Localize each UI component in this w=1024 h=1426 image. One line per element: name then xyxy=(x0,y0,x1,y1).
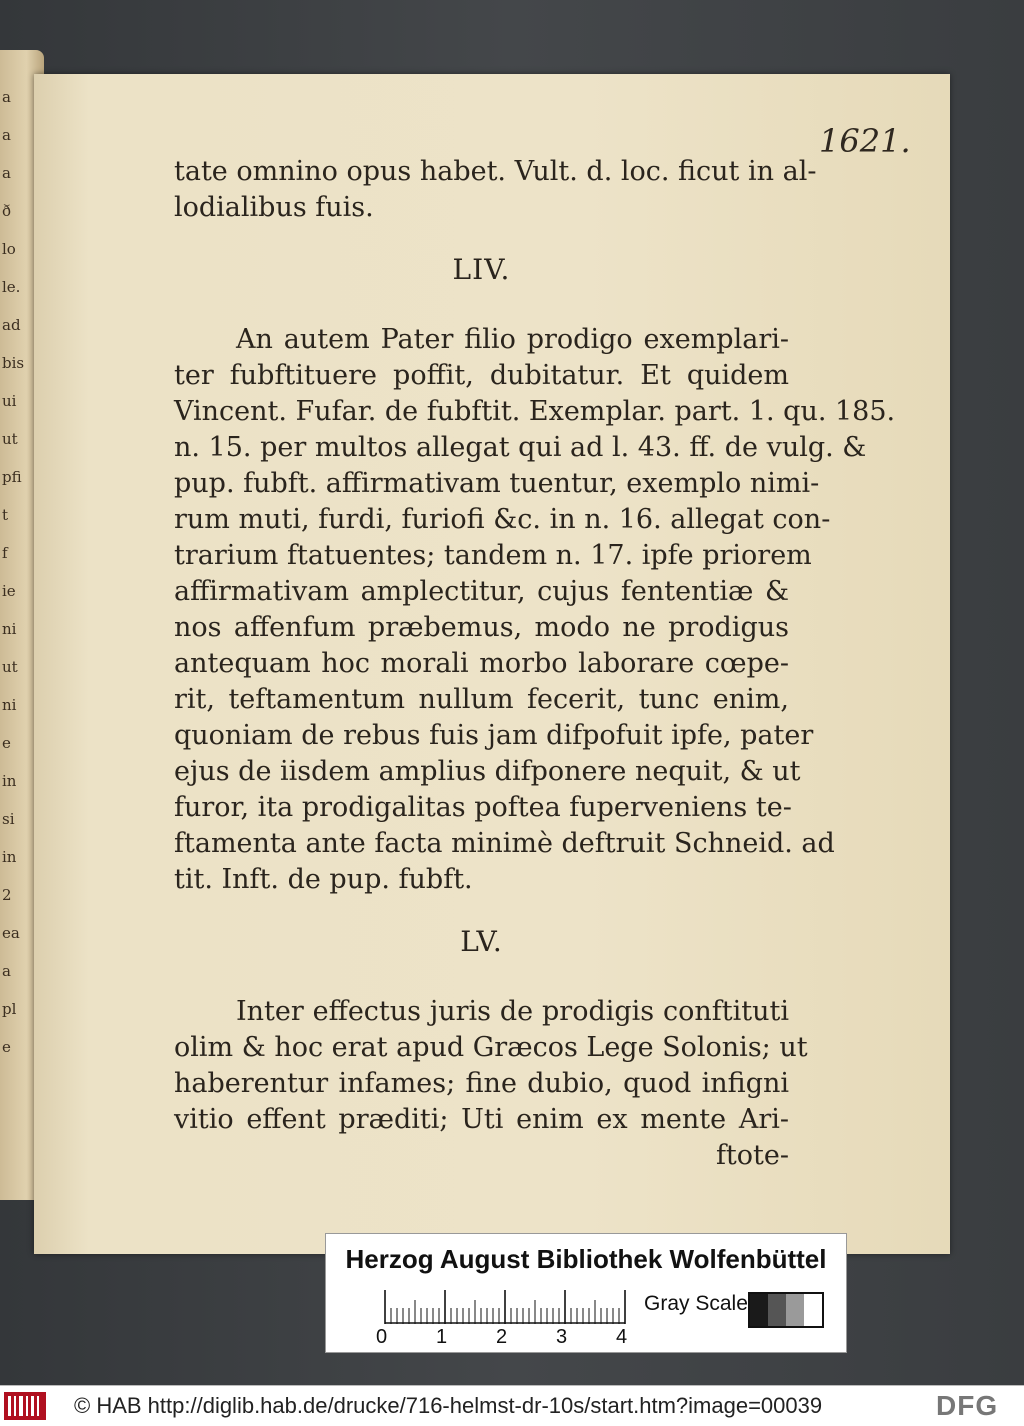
prev-page-fragment: pfi xyxy=(2,468,22,486)
ruler-number: 0 xyxy=(376,1326,388,1348)
prev-page-fragment: ut xyxy=(2,658,18,676)
text-line: lodialibus fuis. xyxy=(174,192,374,223)
barcode-logo-icon[interactable] xyxy=(4,1392,46,1420)
text-line: An autem Pater filio prodigo exemplari- xyxy=(236,324,789,355)
gray-swatch xyxy=(750,1294,768,1326)
prev-page-fragment: in xyxy=(2,772,17,790)
prev-page-fragment: ad xyxy=(2,316,21,334)
source-url-link[interactable]: © HAB http://diglib.hab.de/drucke/716-helmst-dr-10s/start.htm?image=00039 xyxy=(74,1393,823,1418)
text-line: ejus de iisdem amplius difponere nequit, & ut xyxy=(174,756,801,787)
viewer-footer xyxy=(0,1385,1024,1426)
prev-page-fragment: bis xyxy=(2,354,25,372)
gray-swatch xyxy=(768,1294,786,1326)
ruler-number: 2 xyxy=(496,1326,508,1348)
prev-page-fragment: e xyxy=(2,1038,11,1056)
prev-page-fragment: ni xyxy=(2,620,17,638)
text-line: olim & hoc erat apud Græcos Lege Solonis; ut xyxy=(174,1032,808,1063)
text-line: haberentur infames; fine dubio, quod infigni xyxy=(174,1068,789,1099)
dfg-logo[interactable]: DFG xyxy=(936,1390,999,1421)
prev-page-fragment: in xyxy=(2,848,17,866)
section-heading-lv: LV. xyxy=(460,925,503,958)
prev-page-fragment: pl xyxy=(2,1000,17,1018)
text-line: rum muti, furdi, furiofi &c. in n. 16. allegat con- xyxy=(174,504,831,535)
gray-scale-label: Gray Scale xyxy=(644,1292,748,1315)
page-text xyxy=(174,154,896,1174)
text-line: tit. Inft. de pup. fubft. xyxy=(174,864,473,895)
prev-page-fragment: a xyxy=(2,962,11,980)
prev-page-fragment: ie xyxy=(2,582,16,600)
paragraph-2 xyxy=(174,322,896,898)
gray-scale-swatch xyxy=(748,1292,824,1328)
paragraph-3 xyxy=(174,994,808,1138)
prev-page-fragment: ea xyxy=(2,924,20,942)
text-line: trarium ftatuentes; tandem n. 17. ipfe priorem xyxy=(174,540,812,571)
prev-page-fragment: ut xyxy=(2,430,18,448)
text-line: ter fubftituere poffit, dubitatur. Et quidem xyxy=(174,360,789,391)
prev-page-fragment: ð xyxy=(2,202,12,220)
prev-page-fragment: a xyxy=(2,88,11,106)
prev-page-fragment: lo xyxy=(2,240,16,258)
ruler-icon xyxy=(383,1288,633,1324)
prev-page-fragment: a xyxy=(2,126,11,144)
text-line: vitio effent præditi; Uti enim ex mente Ari- xyxy=(174,1104,789,1135)
text-line: n. 15. per multos allegat qui ad l. 43. ff. de vulg. & xyxy=(174,432,867,463)
section-heading-liv: LIV. xyxy=(452,253,511,286)
prev-page-fragment: si xyxy=(2,810,15,828)
prev-page-fragment: 2 xyxy=(2,886,12,904)
library-name: Herzog August Bibliothek Wolfenbüttel xyxy=(345,1244,827,1274)
ruler-number: 1 xyxy=(436,1326,448,1348)
text-line: rit, teftamentum nullum fecerit, tunc enim, xyxy=(174,684,789,715)
prev-page-fragment: f xyxy=(2,544,8,562)
catchword: ftote- xyxy=(715,1140,789,1171)
text-line: ftamenta ante facta minimè deftruit Schneid. ad xyxy=(174,828,835,859)
prev-page-fragment: le. xyxy=(2,278,21,296)
prev-page-fragment: a xyxy=(2,164,11,182)
text-line: nos affenfum præbemus, modo ne prodigus xyxy=(174,612,789,643)
ruler-number: 4 xyxy=(616,1326,628,1348)
gray-swatch xyxy=(786,1294,804,1326)
text-line: Vincent. Fufar. de fubftit. Exemplar. part. 1. qu. 185. xyxy=(174,396,896,427)
gray-swatch xyxy=(804,1294,822,1326)
text-line: Inter effectus juris de prodigis conftituti xyxy=(236,996,789,1027)
text-line: affirmativam amplectitur, cujus fententiæ & xyxy=(174,576,789,607)
prev-page-fragment: e xyxy=(2,734,11,752)
text-line: antequam hoc morali morbo laborare cœpe- xyxy=(174,648,789,679)
book-page xyxy=(34,74,950,1254)
prev-page-fragment: t xyxy=(2,506,9,524)
text-line: quoniam de rebus fuis jam difpofuit ipfe, pater xyxy=(174,720,814,751)
ruler-number: 3 xyxy=(556,1326,568,1348)
paragraph-1 xyxy=(174,154,817,226)
ruler-numbers xyxy=(376,1326,646,1350)
text-line: furor, ita prodigalitas poftea fuperveniens te- xyxy=(174,792,792,823)
prev-page-fragment: ui xyxy=(2,392,17,410)
text-line: tate omnino opus habet. Vult. d. loc. ficut in al- xyxy=(174,156,817,187)
prev-page-fragment: ni xyxy=(2,696,17,714)
folio-annotation: 1621. xyxy=(819,122,911,160)
color-scale-card xyxy=(325,1233,847,1353)
text-line: pup. fubft. affirmativam tuentur, exemplo nimi- xyxy=(174,468,820,499)
